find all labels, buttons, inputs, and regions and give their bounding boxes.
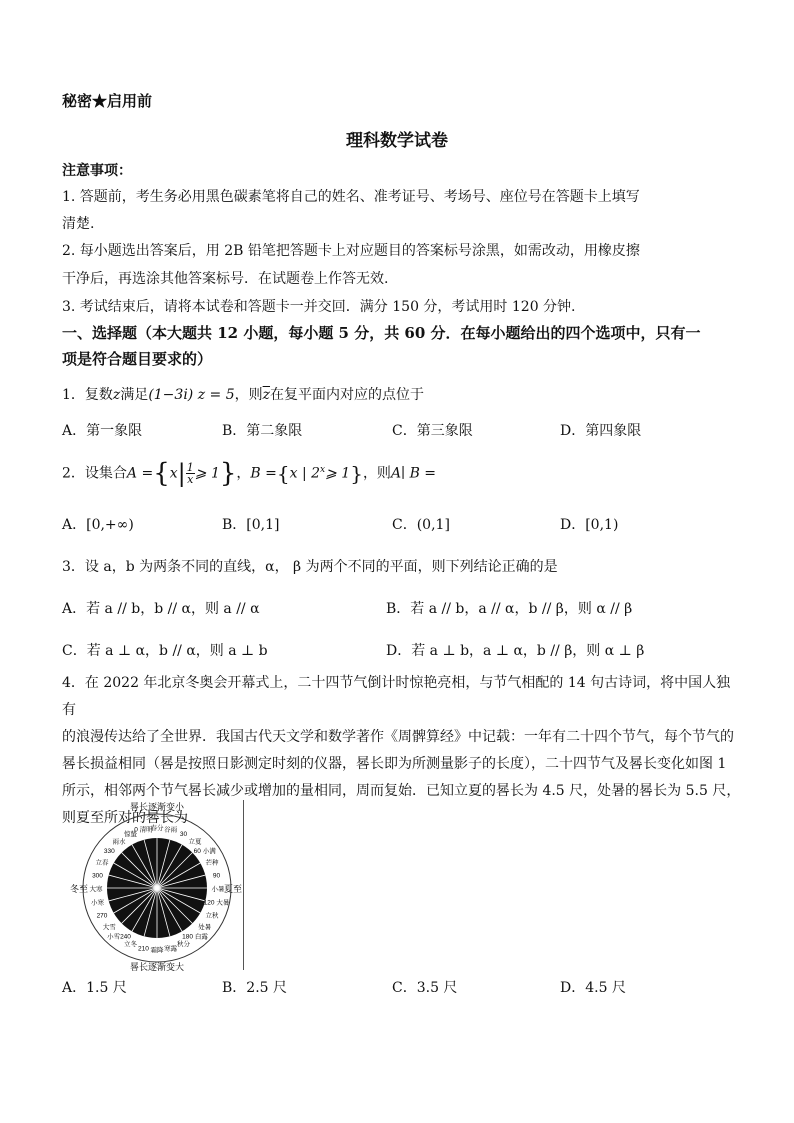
q1-pre: 1．复数 bbox=[62, 387, 113, 403]
q4-line-4: 所示，相邻两个节气晷长减少或增加的量相同，周而复始．已知立夏的晷长为 4.5 尺，处暑的晷长为 5.5 尺， bbox=[62, 783, 741, 799]
note-3: 3. 考试结束后，请将本试卷和答题卡一并交回．满分 150 分，考试用时 120 分钟. bbox=[62, 299, 576, 315]
q4-line-1: 4．在 2022 年北京冬奥会开幕式上，二十四节气倒计时惊艳亮相，与节气相配的 14 句古诗词，将中国人独有 bbox=[62, 675, 731, 718]
q4-line-3: 晷长损益相同（晷是按照日影测定时刻的仪器，晷长即为所测量影子的长度），二十四节气及晷长变化如图 1 bbox=[62, 756, 727, 772]
figure-right-label: 夏至 bbox=[224, 884, 243, 894]
q2-geq: ⩾ 1 bbox=[194, 465, 220, 482]
q3-option-c: C．若 a ⊥ α，b // α，则 a ⊥ b bbox=[62, 643, 268, 659]
q2-exponent: x bbox=[320, 465, 326, 475]
q2-set-b-body: x | 2 bbox=[289, 465, 321, 482]
note-2-line-2: 干净后，再选涂其他答案标号．在试题卷上作答无效. bbox=[62, 271, 389, 287]
figure-term-label: 30 bbox=[179, 831, 188, 838]
q4-option-b: B．2.5 尺 bbox=[222, 980, 288, 996]
q2-frac-num: 1 bbox=[186, 461, 194, 475]
notes-heading: 注意事项： bbox=[62, 163, 132, 179]
section-1-heading-line-2: 项是符合题目要求的） bbox=[62, 350, 213, 368]
figure-term-label: 立夏 bbox=[188, 838, 202, 846]
figure-term-label: 小暑 bbox=[211, 886, 225, 893]
figure-term-label: 120 大暑 bbox=[203, 899, 230, 907]
question-2-stem: 2．设集合A ={x| $\frac{1}{x}$ ⩾ 1}，B ={x | 2$^x$⩾ 1}，则A∣ B = bbox=[62, 458, 437, 489]
q2-option-d: D．[0,1) bbox=[560, 517, 619, 533]
figure-bottom-label: 晷长逐渐变大 bbox=[129, 962, 185, 972]
q4-line-2: 的浪漫传达给了全世界．我国古代天文学和数学著作《周髀算经》中记载：一年有二十四个节气，每个节气的 bbox=[62, 729, 734, 745]
figure-term-label: 大寒 bbox=[89, 886, 103, 893]
figure-term-label: 60 小满 bbox=[193, 848, 216, 855]
q2-frac-den: x bbox=[187, 473, 194, 487]
figure-top-label: 晷长逐渐变小 bbox=[129, 802, 185, 812]
figure-term-label: 春分 bbox=[150, 825, 164, 832]
q1-option-d: D．第四象限 bbox=[560, 423, 642, 439]
q4-option-d: D．4.5 尺 bbox=[560, 980, 626, 996]
secret-label: 秘密★启用前 bbox=[62, 92, 153, 110]
note-1-line-2: 清楚. bbox=[62, 216, 95, 232]
figure-term-label: 雨水 bbox=[112, 838, 126, 846]
q1-cond: 满足 bbox=[120, 387, 149, 403]
q1-post: ，则 bbox=[234, 387, 263, 403]
figure-term-label: 立秋 bbox=[205, 912, 219, 920]
q1-z: z bbox=[112, 387, 121, 403]
q4-option-c: C．3.5 尺 bbox=[392, 980, 458, 996]
figure-term-label: 大雪 bbox=[102, 924, 116, 931]
figure-term-label: 立冬 bbox=[124, 941, 137, 948]
question-1-stem bbox=[62, 384, 424, 404]
figure-term-label: 霜降 bbox=[150, 947, 164, 954]
figure-term-label: 300 bbox=[92, 872, 103, 880]
section-1-heading-line-1: 一、选择题（本大题共 12 小题，每小题 5 分，共 60 分．在每小题给出的四个选项中，只有一 bbox=[62, 324, 701, 342]
note-2-line-1: 2. 每小题选出答案后，用 2B 铅笔把答题卡上对应题目的答案标号涂黑，如需改动，用橡皮擦 bbox=[62, 243, 640, 259]
solar-term-figure bbox=[68, 800, 246, 972]
figure-spokes bbox=[107, 838, 207, 938]
q2-post: ，则 bbox=[362, 465, 391, 482]
figure-term-label: 芒种 bbox=[205, 859, 219, 867]
q2-comma: ， bbox=[236, 465, 251, 482]
q2-set-b-tail: ⩾ 1 bbox=[325, 465, 351, 482]
figure-term-label: 小寒 bbox=[91, 899, 104, 907]
q1-option-a: A．第一象限 bbox=[62, 423, 143, 439]
q1-zbar: $\overline{z}$ bbox=[262, 387, 271, 403]
figure-term-label: 处暑 bbox=[198, 924, 212, 931]
figure-term-label: 180 白露 bbox=[182, 933, 208, 941]
figure-term-label: 谷雨 bbox=[164, 826, 178, 834]
q2-x: x bbox=[169, 465, 178, 482]
q2-option-c: C．(0,1] bbox=[392, 517, 450, 533]
q3-option-d: D．若 a ⊥ b，a ⊥ α，b // β，则 α ⊥ β bbox=[386, 643, 645, 659]
note-1-line-1: 1. 答题前，考生务必用黑色碳素笔将自己的姓名、准考证号、考场号、座位号在答题卡上填写 bbox=[62, 189, 640, 205]
q2-fraction bbox=[186, 462, 195, 485]
figure-term-label: 270 bbox=[96, 912, 108, 920]
q1-option-b: B．第二象限 bbox=[222, 423, 303, 439]
q2-pre: 2．设集合 bbox=[62, 465, 127, 482]
q1-option-c: C．第三象限 bbox=[392, 423, 473, 439]
q1-tail: 在复平面内对应的点位于 bbox=[270, 387, 425, 403]
q1-expression: (1−3i) z = 5 bbox=[148, 387, 235, 403]
figure-term-label: 秋分 bbox=[177, 941, 190, 948]
figure-term-label: 210 bbox=[137, 945, 149, 953]
q4-line-5: 则夏至所对的晷长为 bbox=[62, 810, 188, 826]
q3-option-a: A．若 a // b，b // α，则 a // α bbox=[62, 601, 260, 617]
figure-left-label: 冬至 bbox=[70, 884, 89, 894]
q2-result: A∣ B = bbox=[390, 465, 437, 482]
figure-term-label: 0 清明 bbox=[134, 826, 153, 834]
q2-set-a-lhs: A = bbox=[126, 465, 154, 482]
figure-term-label: 寒露 bbox=[164, 945, 178, 953]
page-title: 理科数学试卷 bbox=[346, 131, 448, 151]
question-3-stem: 3．设 a，b 为两条不同的直线，α， β 为两个不同的平面，则下列结论正确的是 bbox=[62, 559, 558, 575]
q3-option-b: B．若 a // b，a // α，b // β，则 α // β bbox=[386, 601, 633, 617]
figure-divider bbox=[243, 800, 244, 970]
q2-set-b-lhs: B = bbox=[250, 465, 277, 482]
q2-option-b: B．[0,1] bbox=[222, 517, 280, 533]
figure-term-label: 立春 bbox=[95, 859, 109, 867]
figure-term-label: 330 bbox=[103, 848, 115, 855]
figure-term-label: 90 bbox=[212, 872, 221, 880]
q4-option-a: A．1.5 尺 bbox=[62, 980, 127, 996]
figure-term-label: 小雪240 bbox=[107, 933, 131, 941]
q2-option-a: A．[0,+∞) bbox=[62, 517, 134, 533]
figure-term-label: 惊蛰 bbox=[124, 831, 137, 838]
